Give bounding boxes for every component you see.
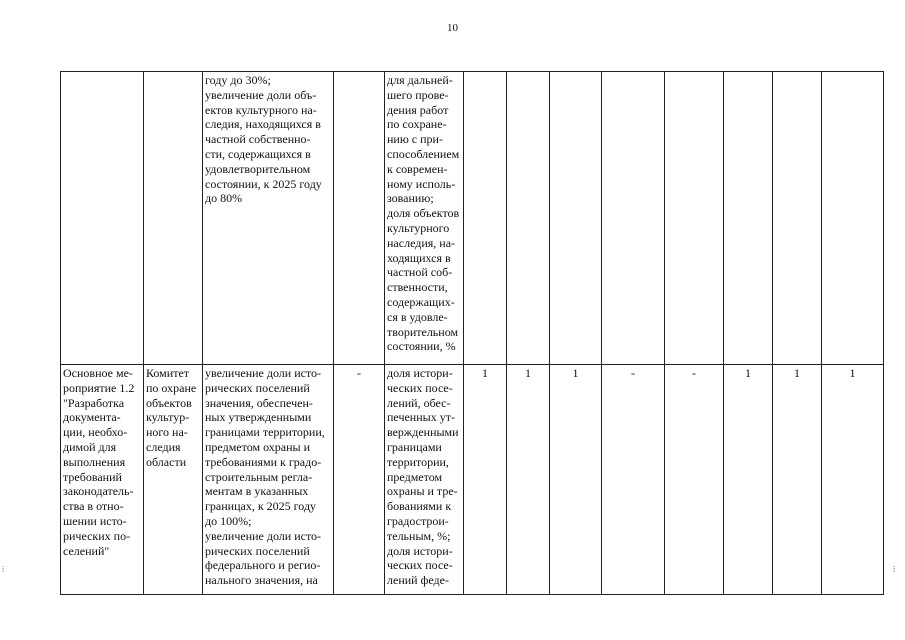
value-cell: 1 bbox=[724, 365, 773, 595]
scan-edge-mark: ⁞ bbox=[893, 565, 896, 574]
value-cell bbox=[773, 72, 822, 365]
value-cell: 1 bbox=[507, 365, 550, 595]
value-cell bbox=[665, 72, 724, 365]
expected-result-cell: увеличение доли исто- рических поселений значения, обеспечен- ных утвержденными границами территории, предметом охраны и требованиями к градо- строительным регла- ментам в указанных границах, к 2025 году до 100%; увеличение доли исто- рических поселений федерального и регио- нального значения, на bbox=[203, 365, 334, 595]
table-row bbox=[61, 72, 884, 365]
responsible-cell: Комитет по охране объектов культур- ного на- следия области bbox=[144, 365, 203, 595]
value-cell bbox=[507, 72, 550, 365]
expected-result-cell: году до 30%; увеличение доли объ- ектов культурного на- следия, находящихся в частной собственно- сти, содержащихся в удовлетворительном состоянии, к 2025 году до 80% bbox=[203, 72, 334, 365]
value-cell bbox=[550, 72, 602, 365]
value-cell: - bbox=[602, 365, 665, 595]
table-row bbox=[61, 365, 884, 595]
value-cell: 1 bbox=[550, 365, 602, 595]
link-cell bbox=[334, 72, 385, 365]
link-cell: - bbox=[334, 365, 385, 595]
value-cell bbox=[602, 72, 665, 365]
indicator-cell: доля истори- ческих посе- лений, обес- печенных ут- вержденными границами территории, предметом охраны и тре- бованиями к градострои- тельным, %; доля истори- ческих посе- лений феде- bbox=[385, 365, 464, 595]
scan-edge-mark: ⁞ bbox=[2, 565, 5, 574]
responsible-cell bbox=[144, 72, 203, 365]
value-cell bbox=[822, 72, 884, 365]
value-cell: - bbox=[665, 365, 724, 595]
value-cell: 1 bbox=[464, 365, 507, 595]
page-number: 10 bbox=[447, 22, 458, 34]
program-table bbox=[60, 71, 884, 595]
value-cell: 1 bbox=[773, 365, 822, 595]
value-cell bbox=[464, 72, 507, 365]
activity-name-cell bbox=[61, 72, 144, 365]
value-cell bbox=[724, 72, 773, 365]
activity-name-cell: Основное ме- роприятие 1.2 "Разработка документа- ции, необхо- димой для выполнения требований законодатель- ства в отно- шении исто- рических по- селений" bbox=[61, 365, 144, 595]
value-cell: 1 bbox=[822, 365, 884, 595]
indicator-cell: для дальней- шего прове- дения работ по сохране- нию с при- способлением к современ- ному исполь- зованию; доля объектов культурного наследия, на- ходящихся в частной соб- ственности, содержащих- ся в удовле- творительном состоянии, % bbox=[385, 72, 464, 365]
